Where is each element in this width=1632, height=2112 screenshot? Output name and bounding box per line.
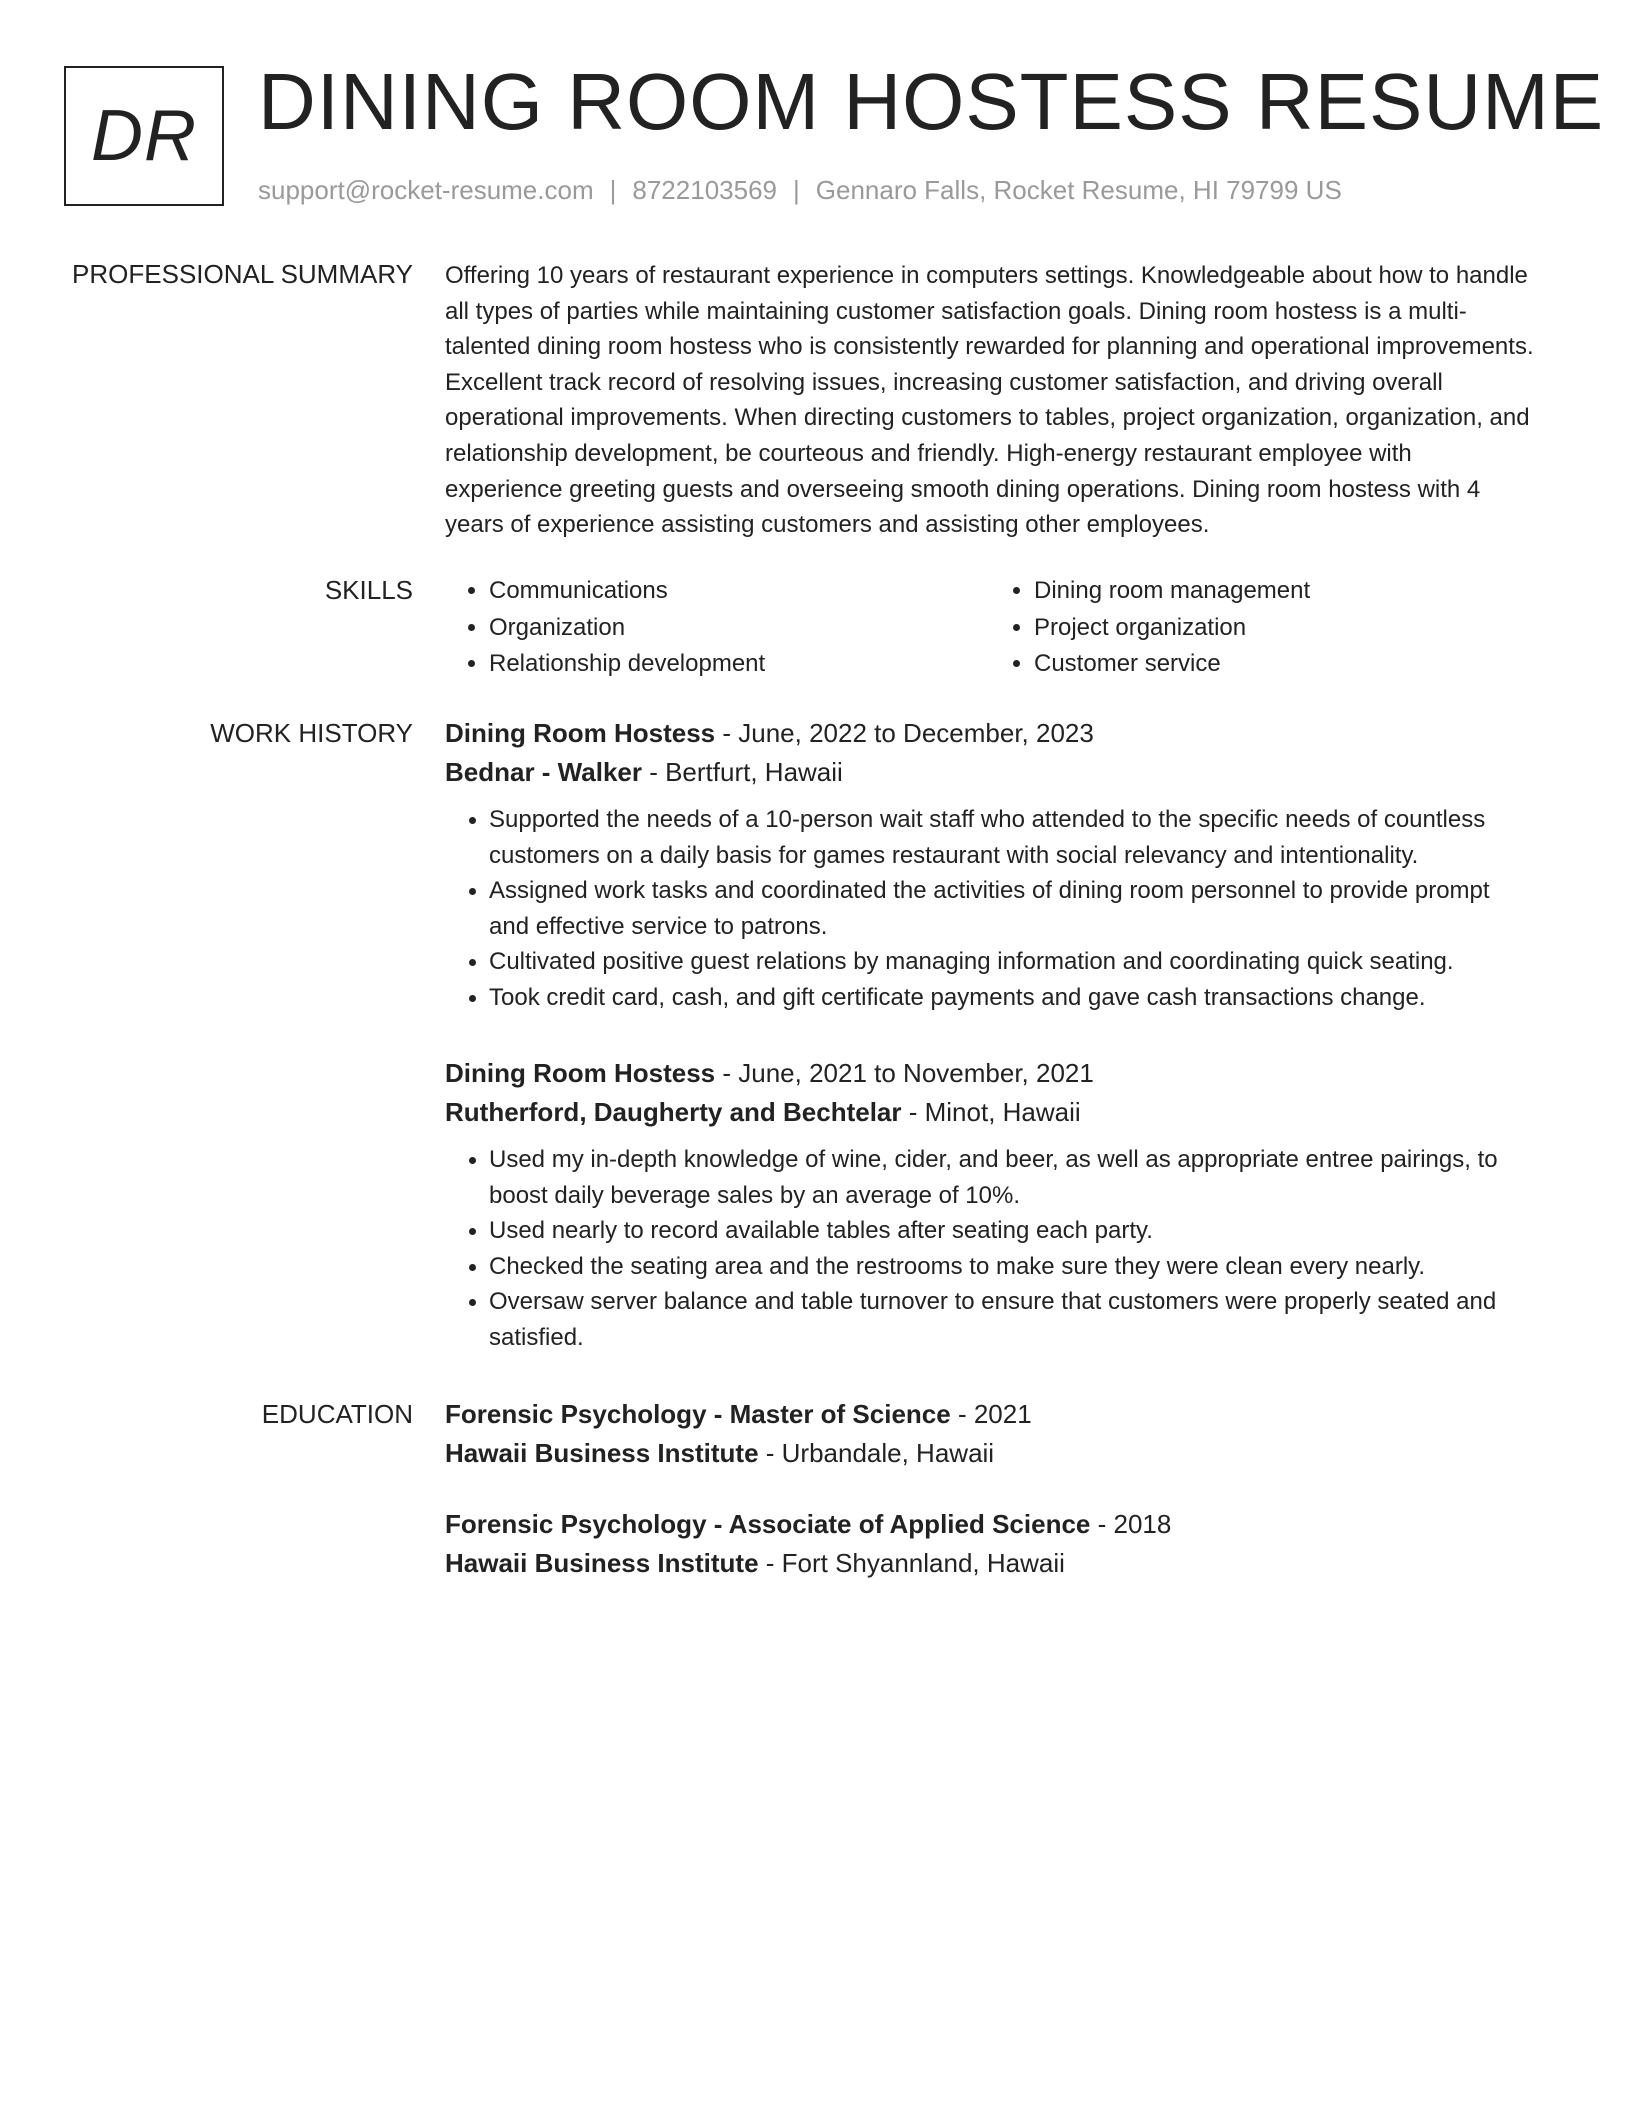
education-school: Hawaii Business Institute (445, 1438, 759, 1468)
job-company: Rutherford, Daugherty and Bechtelar (445, 1097, 902, 1127)
job-entry (445, 1054, 1535, 1356)
job-bullet: • Oversaw server balance and table turnover to ensure that customers were properly seated and satisfied. (489, 1284, 1535, 1355)
skill-item: • Relationship development (489, 646, 990, 683)
job-dates: - June, 2021 to November, 2021 (715, 1058, 1094, 1088)
skill-item: • Dining room management (1034, 573, 1535, 610)
summary-section (445, 258, 1535, 543)
job-bullets (445, 1142, 1535, 1356)
job-title-line (445, 714, 1535, 753)
monogram-initials: DR (91, 96, 197, 176)
education-location: - Fort Shyannland, Hawaii (758, 1548, 1065, 1578)
contact-separator: | (793, 175, 800, 205)
skill-item: • Organization (489, 610, 990, 647)
contact-email: support@rocket-resume.com (258, 175, 594, 205)
education-year: - 2021 (950, 1399, 1032, 1429)
job-bullet: • Assigned work tasks and coordinated the activities of dining room personnel to provide prompt and effective service to patrons. (489, 873, 1535, 944)
education-entry (445, 1395, 1535, 1473)
job-location: - Bertfurt, Hawaii (641, 757, 843, 787)
skills-grid (445, 573, 1535, 683)
job-entry (445, 714, 1535, 1016)
job-title: Dining Room Hostess (445, 718, 716, 748)
job-bullet: • Used my in-depth knowledge of wine, cider, and beer, as well as appropriate entree pairings, to boost daily beverage sales by an average of 10%. (489, 1142, 1535, 1213)
skill-item: • Communications (489, 573, 990, 610)
skill-item: • Customer service (1034, 646, 1535, 683)
section-label-skills: SKILLS (324, 575, 413, 605)
education-school: Hawaii Business Institute (445, 1548, 759, 1578)
contact-address: Gennaro Falls, Rocket Resume, HI 79799 US (815, 175, 1342, 205)
job-company-line (445, 753, 1535, 792)
skill-item: • Project organization (1034, 610, 1535, 647)
contact-line (258, 172, 1342, 208)
job-bullet: • Cultivated positive guest relations by managing information and coordinating quick seating. (489, 944, 1535, 980)
education-school-line (445, 1544, 1535, 1583)
job-bullet: • Checked the seating area and the restrooms to make sure they were clean every nearly. (489, 1249, 1535, 1285)
section-label-education: EDUCATION (261, 1399, 413, 1429)
job-bullet: • Used nearly to record available tables after seating each party. (489, 1213, 1535, 1249)
skills-list-right (990, 573, 1535, 683)
contact-phone: 8722103569 (632, 175, 777, 205)
education-location: - Urbandale, Hawaii (758, 1438, 995, 1468)
monogram-logo (64, 66, 224, 206)
resume-title: DINING ROOM HOSTESS RESUME (258, 57, 1605, 146)
education-degree: Forensic Psychology - Master of Science (445, 1399, 951, 1429)
education-year: - 2018 (1090, 1509, 1172, 1539)
education-entry (445, 1505, 1535, 1583)
skills-list-left (445, 573, 990, 683)
job-title-line (445, 1054, 1535, 1093)
job-location: - Minot, Hawaii (901, 1097, 1081, 1127)
job-company-line (445, 1093, 1535, 1132)
job-company: Bednar - Walker (445, 757, 642, 787)
summary-text: Offering 10 years of restaurant experience in computers settings. Knowledgeable about how to handle all types of parties while maintaining customer satisfaction goals. Dining room hostess is a multi-talented dining room hostess who is consistently rewarded for planning and operational improvements. Excellent track record of resolving issues, increasing customer satisfaction, and driving overall operational improvements. When directing customers to tables, project organization, organization, and relationship development, be courteous and friendly. High-energy restaurant employee with experience greeting guests and overseeing smooth dining operations. Dining room hostess with 4 years of experience assisting customers and assisting other employees. (445, 262, 1534, 539)
education-school-line (445, 1434, 1535, 1473)
section-label-summary: PROFESSIONAL SUMMARY (72, 259, 413, 289)
education-degree: Forensic Psychology - Associate of Applied Science (445, 1509, 1091, 1539)
job-dates: - June, 2022 to December, 2023 (715, 718, 1094, 748)
job-title: Dining Room Hostess (445, 1058, 716, 1088)
education-degree-line (445, 1505, 1535, 1544)
skills-section (445, 573, 1535, 683)
job-bullet: • Took credit card, cash, and gift certificate payments and gave cash transactions change. (489, 980, 1535, 1016)
contact-separator: | (609, 175, 617, 205)
section-label-work-history: WORK HISTORY (210, 718, 413, 748)
job-bullets (445, 802, 1535, 1016)
education-degree-line (445, 1395, 1535, 1434)
job-bullet: • Supported the needs of a 10-person wait staff who attended to the specific needs of countless customers on a daily basis for games restaurant with social relevancy and intentionality. (489, 802, 1535, 873)
